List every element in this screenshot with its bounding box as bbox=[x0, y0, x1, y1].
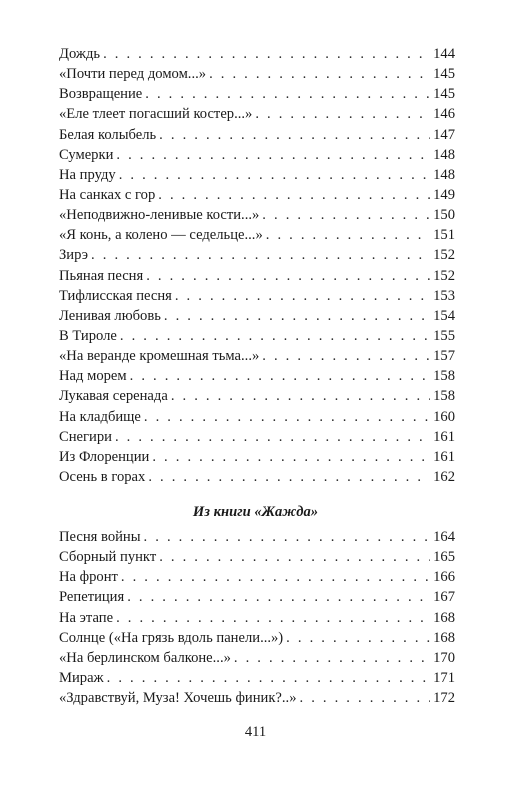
toc-entry-title: «Неподвижно-ленивые кости...» bbox=[59, 207, 260, 224]
toc-entry-page: 155 bbox=[433, 327, 455, 344]
toc-dot-leader bbox=[164, 306, 430, 326]
toc-entry-page: 145 bbox=[433, 86, 455, 103]
toc-entry-title: Из Флоренции bbox=[59, 448, 150, 465]
toc-entry-title: Мираж bbox=[59, 669, 104, 686]
toc-dot-leader bbox=[159, 547, 430, 567]
toc-dot-leader bbox=[159, 125, 430, 145]
toc-entry-title: «На веранде кромешная тьма...» bbox=[59, 348, 260, 365]
toc-entry-title: В Тироле bbox=[59, 327, 117, 344]
toc-entry-title: Солнце («На грязь вдоль панели...») bbox=[59, 629, 284, 646]
page-number: 411 bbox=[244, 724, 267, 740]
toc-entry bbox=[59, 125, 455, 145]
toc-entry-page: 168 bbox=[433, 609, 455, 626]
toc-entry bbox=[59, 185, 455, 205]
toc-entry-page: 144 bbox=[433, 46, 455, 62]
toc-entry-title: «На берлинском балконе...» bbox=[59, 649, 231, 666]
toc-entry-page: 146 bbox=[433, 106, 455, 123]
toc-dot-leader bbox=[127, 587, 430, 607]
toc-entry bbox=[59, 386, 455, 406]
toc-dot-leader bbox=[175, 286, 430, 306]
toc-entry-page: 162 bbox=[433, 468, 455, 485]
toc-dot-leader bbox=[119, 165, 430, 185]
toc-entry bbox=[59, 427, 455, 447]
toc-dot-leader bbox=[121, 567, 430, 587]
toc-entry bbox=[59, 225, 455, 245]
toc-entry-title: Снегири bbox=[59, 428, 112, 445]
toc-entry bbox=[59, 266, 455, 286]
toc-dot-leader bbox=[146, 266, 430, 286]
toc-entry bbox=[59, 648, 455, 668]
toc-dot-leader bbox=[158, 185, 430, 205]
toc-entry-title: Пьяная песня bbox=[59, 267, 144, 284]
toc-entry-page: 160 bbox=[433, 408, 455, 425]
toc-entry-title: На кладбище bbox=[59, 408, 141, 425]
toc-entry-title: Над морем bbox=[59, 368, 127, 385]
toc-dot-leader bbox=[262, 346, 430, 366]
toc-entry-title: На этапе bbox=[59, 609, 114, 626]
toc-entry-title: Песня войны bbox=[59, 529, 141, 545]
toc-entry-page: 154 bbox=[433, 307, 455, 324]
toc-dot-leader bbox=[144, 527, 431, 547]
toc-entry bbox=[59, 165, 455, 185]
toc-entry-title: Ленивая любовь bbox=[59, 307, 161, 324]
toc-entry-page: 172 bbox=[433, 690, 455, 707]
toc-dot-leader bbox=[262, 205, 430, 225]
toc-entry-title: Тифлисская песня bbox=[59, 287, 172, 304]
toc-entry bbox=[59, 467, 455, 487]
toc-entry bbox=[59, 64, 455, 84]
toc-entry-title: Дождь bbox=[59, 46, 101, 62]
toc-entry bbox=[59, 306, 455, 326]
toc-dot-leader bbox=[145, 84, 430, 104]
toc-entry bbox=[59, 587, 455, 607]
toc-dot-leader bbox=[115, 427, 430, 447]
toc-dot-leader bbox=[152, 447, 430, 467]
toc-entry-title: Сумерки bbox=[59, 146, 114, 163]
toc-entry-title: Осень в горах bbox=[59, 468, 146, 485]
toc-entry-page: 148 bbox=[433, 146, 455, 163]
toc-entry-page: 170 bbox=[433, 649, 455, 666]
toc-dot-leader bbox=[209, 64, 430, 84]
toc-entry bbox=[59, 44, 455, 64]
toc-entry-page: 145 bbox=[433, 66, 455, 83]
toc-dot-leader bbox=[107, 668, 430, 688]
toc-dot-leader bbox=[91, 245, 430, 265]
toc-dot-leader bbox=[130, 366, 430, 386]
toc-entry-page: 166 bbox=[433, 569, 455, 586]
toc-dot-leader bbox=[116, 145, 430, 165]
toc-entry-title: На пруду bbox=[59, 166, 116, 183]
toc-entry-page: 149 bbox=[433, 186, 455, 203]
toc-entry-title: Репетиция bbox=[59, 589, 125, 606]
toc-entry-page: 161 bbox=[433, 448, 455, 465]
toc-entry-page: 167 bbox=[433, 589, 455, 606]
toc-dot-leader bbox=[116, 608, 430, 628]
toc-dot-leader bbox=[148, 467, 430, 487]
toc-dot-leader bbox=[144, 407, 430, 427]
toc-dot-leader bbox=[171, 386, 430, 406]
toc-entry-title: Лукавая серенада bbox=[59, 388, 168, 405]
toc-dot-leader bbox=[234, 648, 430, 668]
toc-dot-leader bbox=[286, 628, 430, 648]
toc-entry-page: 158 bbox=[433, 368, 455, 385]
toc-entry bbox=[59, 608, 455, 628]
toc-entry-title: На фронт bbox=[59, 569, 118, 586]
toc-entry-title: Сборный пункт bbox=[59, 549, 157, 566]
toc-list-part-2 bbox=[59, 527, 455, 708]
toc-entry-page: 151 bbox=[433, 227, 455, 244]
toc-entry-title: «Здравствуй, Муза! Хочешь финик?..» bbox=[59, 690, 297, 707]
toc-entry-title: Возвращение bbox=[59, 86, 143, 103]
toc-dot-leader bbox=[255, 104, 430, 124]
toc-entry bbox=[59, 668, 455, 688]
toc-entry-page: 152 bbox=[433, 247, 455, 264]
toc-entry bbox=[59, 628, 455, 648]
toc-entry-page: 171 bbox=[433, 669, 455, 686]
toc-entry-page: 161 bbox=[433, 428, 455, 445]
toc-entry bbox=[59, 326, 455, 346]
toc-entry-title: Зирэ bbox=[59, 247, 89, 264]
toc-entry-page: 147 bbox=[433, 126, 455, 143]
toc-entry-page: 152 bbox=[433, 267, 455, 284]
toc-entry-page: 158 bbox=[433, 388, 455, 405]
section-heading: Из книги «Жажда» bbox=[192, 504, 319, 520]
toc-entry bbox=[59, 688, 455, 708]
toc-entry bbox=[59, 567, 455, 587]
toc-entry-title: Белая колыбель bbox=[59, 126, 157, 143]
toc-dot-leader bbox=[300, 688, 431, 708]
toc-list-part-1 bbox=[59, 44, 455, 487]
toc-entry bbox=[59, 84, 455, 104]
toc-entry-page: 165 bbox=[433, 549, 455, 566]
toc-entry bbox=[59, 527, 455, 547]
toc-entry bbox=[59, 104, 455, 124]
toc-entry bbox=[59, 547, 455, 567]
toc-dot-leader bbox=[103, 44, 430, 64]
toc-entry bbox=[59, 346, 455, 366]
toc-entry bbox=[59, 407, 455, 427]
toc-entry-title: «Почти перед домом...» bbox=[59, 66, 207, 83]
toc-dot-leader bbox=[120, 326, 430, 346]
toc-entry-page: 168 bbox=[433, 629, 455, 646]
toc-entry-title: На санках с гор bbox=[59, 186, 156, 203]
toc-entry-page: 150 bbox=[433, 207, 455, 224]
toc-entry-page: 157 bbox=[433, 348, 455, 365]
toc-entry-page: 164 bbox=[433, 529, 455, 545]
toc-entry bbox=[59, 286, 455, 306]
toc-entry bbox=[59, 245, 455, 265]
toc-entry bbox=[59, 447, 455, 467]
toc-dot-leader bbox=[266, 225, 430, 245]
toc-entry-page: 153 bbox=[433, 287, 455, 304]
toc-entry-title: «Я конь, а колено — седельце...» bbox=[59, 227, 263, 244]
toc-entry-page: 148 bbox=[433, 166, 455, 183]
toc-entry-title: «Еле тлеет погасший костер...» bbox=[59, 106, 253, 123]
toc-entry bbox=[59, 366, 455, 386]
toc-entry bbox=[59, 145, 455, 165]
toc-entry bbox=[59, 205, 455, 225]
